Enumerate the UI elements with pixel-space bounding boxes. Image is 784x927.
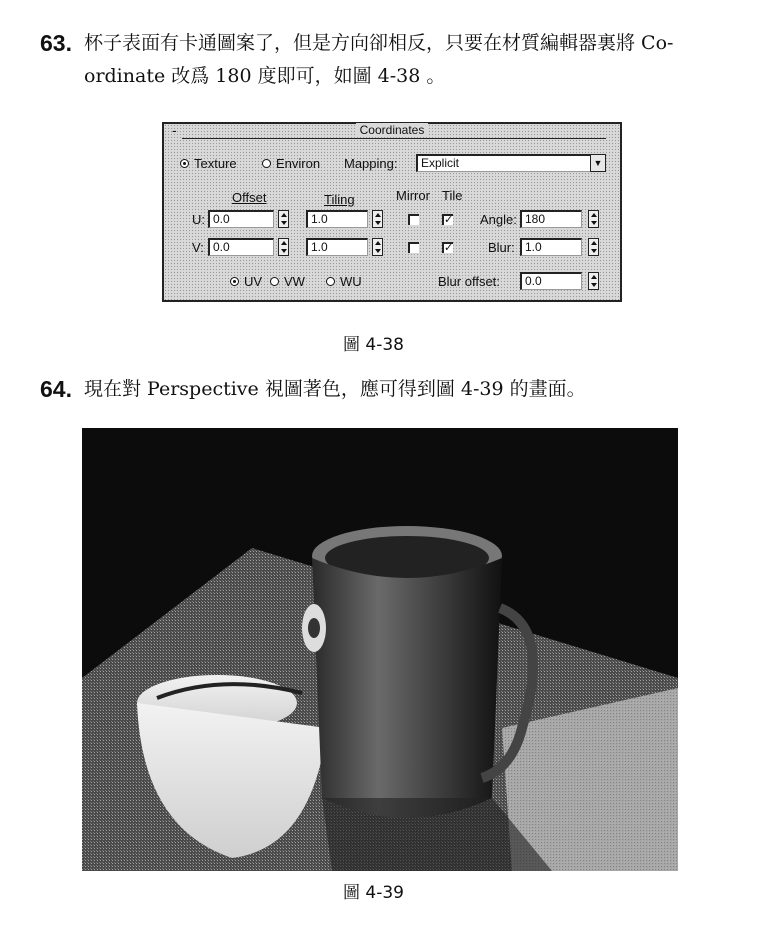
texture-radio[interactable] [180, 159, 189, 168]
angle-label: Angle: [480, 212, 517, 227]
coordinates-panel [162, 122, 622, 302]
wu-label: WU [340, 274, 362, 289]
v-mirror-checkbox[interactable] [408, 242, 419, 253]
collapse-button[interactable]: - [172, 122, 177, 138]
mapping-dropdown[interactable] [416, 154, 592, 172]
u-mirror-checkbox[interactable] [408, 214, 419, 225]
v-tiling-field[interactable]: 1.0 [306, 238, 368, 256]
step-text-line-2: ordinate 改爲 180 度即可，如圖 4-38 。 [84, 65, 446, 87]
v-label: V: [192, 240, 204, 255]
v-tiling-spinner[interactable] [372, 238, 383, 256]
step-number: 63. [40, 30, 72, 56]
wu-radio[interactable] [326, 277, 335, 286]
texture-label: Texture [194, 156, 237, 171]
panel-title-rule [182, 138, 606, 139]
blur-offset-field[interactable]: 0.0 [520, 272, 582, 290]
mapping-value: Explicit [421, 156, 460, 170]
v-tile-checkbox[interactable]: ✓ [444, 242, 454, 254]
figure-caption-4-38: 圖 4-38 [343, 335, 404, 355]
step-number: 64. [40, 376, 72, 402]
u-offset-field[interactable]: 0.0 [208, 210, 274, 228]
perspective-render-image [82, 428, 678, 871]
blur-offset-label: Blur offset: [438, 274, 500, 289]
blur-label: Blur: [488, 240, 515, 255]
mirror-header: Mirror [396, 188, 430, 203]
u-tile-checkbox[interactable]: ✓ [444, 214, 454, 226]
u-offset-spinner[interactable] [278, 210, 289, 228]
vw-radio[interactable] [270, 277, 279, 286]
step-text: 現在對 Perspective 視圖著色，應可得到圖 4-39 的畫面。 [84, 378, 586, 400]
blur-offset-spinner[interactable] [588, 272, 599, 290]
tiling-header: Tiling [324, 192, 355, 207]
uv-label: UV [244, 274, 263, 289]
blur-field[interactable]: 1.0 [520, 238, 582, 256]
environ-label: Environ [276, 156, 321, 171]
vw-label: VW [284, 274, 305, 289]
angle-field[interactable]: 180 [520, 210, 582, 228]
blur-spinner[interactable] [588, 238, 599, 256]
v-offset-field[interactable]: 0.0 [208, 238, 274, 256]
step-text-line-1: 杯子表面有卡通圖案了，但是方向卻相反，只要在材質編輯器裏將 Co- [84, 32, 674, 54]
offset-header: Offset [232, 190, 267, 205]
figure-caption-4-39: 圖 4-39 [343, 883, 404, 903]
mapping-label: Mapping: [344, 156, 398, 171]
uv-radio[interactable] [230, 277, 239, 286]
chevron-down-icon[interactable]: ▼ [590, 154, 606, 172]
cup-body [312, 558, 502, 818]
u-tiling-spinner[interactable] [372, 210, 383, 228]
angle-spinner[interactable] [588, 210, 599, 228]
panel-title: Coordinates [164, 124, 620, 138]
tile-header: Tile [442, 188, 463, 203]
v-offset-spinner[interactable] [278, 238, 289, 256]
u-label: U: [192, 212, 205, 227]
u-tiling-field[interactable]: 1.0 [306, 210, 368, 228]
environ-radio[interactable] [262, 159, 271, 168]
